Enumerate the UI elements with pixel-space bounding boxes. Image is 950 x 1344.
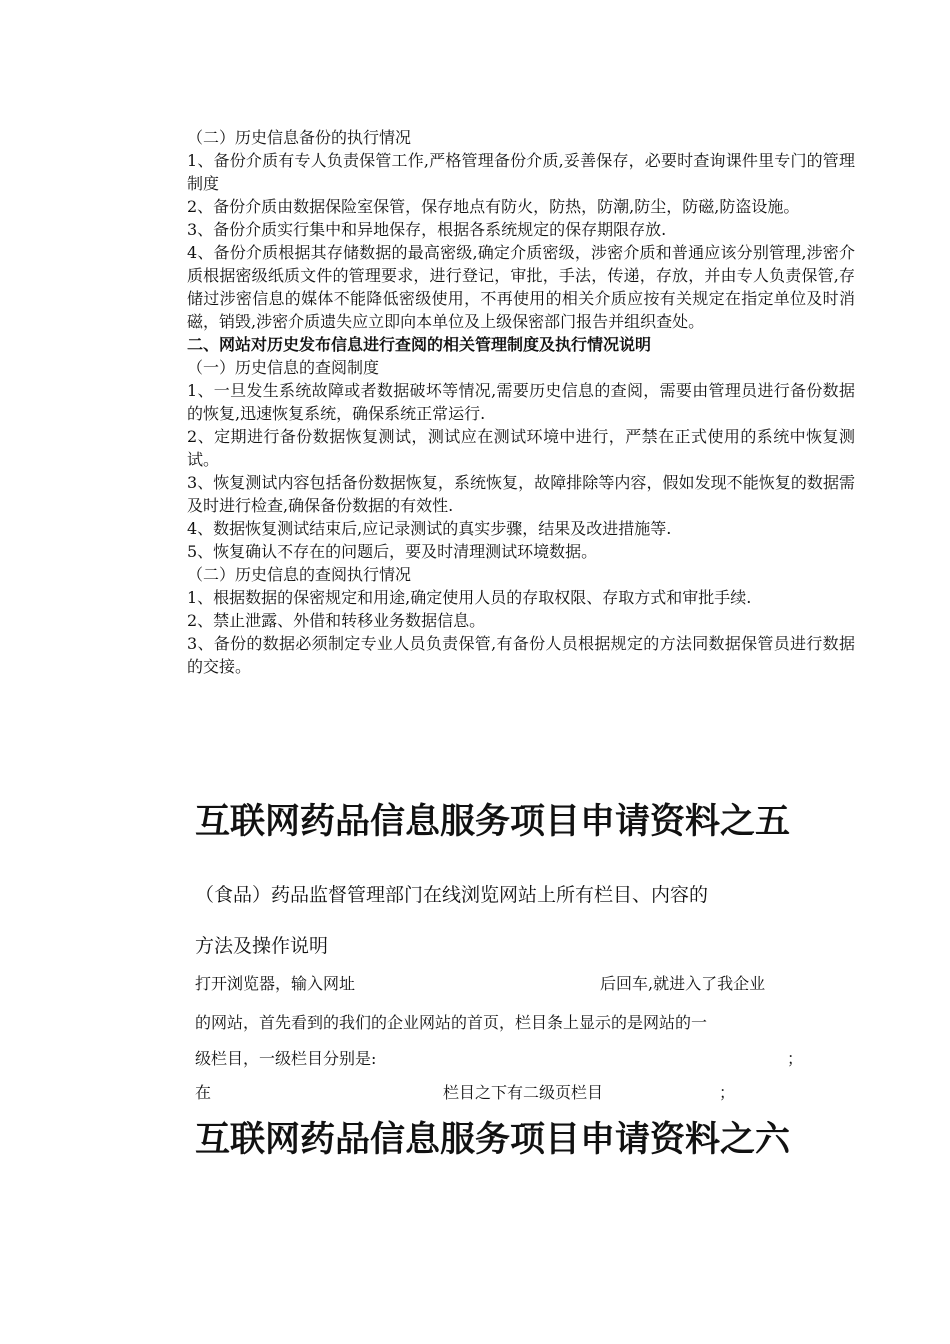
section-heading-review: 二、网站对历史发布信息进行查阅的相关管理制度及执行情况说明 xyxy=(187,335,652,354)
paragraph-item: 4、备份介质根据其存储数据的最高密级,确定介质密级，涉密介质和普通应该分别管理,涉密介质根据密级纸质文件的管理要求，进行登记，审批，手法，传递，存放，并由专人负责保管,存储过涉密信息的媒体不能降低密级使用，不再使用的相关介质应按有关规定在指定单位及时消磁，销毁,涉密介质遗失应立即向本单位及上级保密部门报告并组织查处。 xyxy=(187,243,855,331)
paragraph-item: 3、备份的数据必须制定专业人员负责保管,有备份人员根据规定的方法同数据保管员进行数据的交接。 xyxy=(187,634,855,676)
instructions-line-3-start: 打开浏览器，输入网址 xyxy=(195,974,356,993)
instructions-line-3 xyxy=(195,971,815,993)
instructions-line-4: 的网站，首先看到的我们的企业网站的首页，栏目条上显示的是网站的一 xyxy=(195,1013,708,1032)
instructions-line-3-end: 后回车,就进入了我企业 xyxy=(600,974,766,993)
instructions-line-6-middle: 栏目之下有二级页栏目 xyxy=(443,1083,604,1102)
subheading-backup-execution: （二）历史信息备份的执行情况 xyxy=(187,128,412,147)
instructions-line-5-end: ； xyxy=(787,1049,804,1068)
instructions-line-6 xyxy=(195,1080,815,1102)
paragraph-item: 1、一旦发生系统故障或者数据破坏等情况,需要历史信息的查阅，需要由管理员进行备份数据的恢复,迅速恢复系统，确保系统正常运行. xyxy=(187,381,855,423)
paragraph-item: 2、备份介质由数据保险室保管，保存地点有防火，防热，防潮,防尘，防磁,防盗设施。 xyxy=(187,197,800,216)
paragraph-item: 3、备份介质实行集中和异地保存，根据各系统规定的保存期限存放. xyxy=(187,220,667,239)
paragraph-item: 2、禁止泄露、外借和转移业务数据信息。 xyxy=(187,611,486,630)
heading-material-five: 互联网药品信息服务项目申请资料之五 xyxy=(195,801,791,842)
subheading-review-policy: （一）历史信息的查阅制度 xyxy=(187,358,380,377)
paragraph-item: 2、定期进行备份数据恢复测试，测试应在测试环境中进行，严禁在正式使用的系统中恢复测试。 xyxy=(187,427,855,469)
instructions-line-5-start: 级栏目，一级栏目分别是: xyxy=(195,1049,377,1068)
instructions-line-6-end: ； xyxy=(719,1083,736,1102)
instructions-line-2: 方法及操作说明 xyxy=(195,935,329,957)
instructions-line-6-start: 在 xyxy=(195,1083,212,1102)
heading-material-six: 互联网药品信息服务项目申请资料之六 xyxy=(195,1119,791,1160)
paragraph-item: 1、根据数据的保密规定和用途,确定使用人员的存取权限、存取方式和审批手续. xyxy=(187,588,752,607)
instructions-line-5 xyxy=(195,1046,815,1068)
subheading-review-execution: （二）历史信息的查阅执行情况 xyxy=(187,565,412,584)
paragraph-item: 5、恢复确认不存在的问题后，要及时清理测试环境数据。 xyxy=(187,542,598,561)
paragraph-item: 1、备份介质有专人负责保管工作,严格管理备份介质,妥善保存，必要时查询课件里专门的管理制度 xyxy=(187,151,855,193)
instructions-line-1: （食品）药品监督管理部门在线浏览网站上所有栏目、内容的 xyxy=(195,884,709,906)
history-backup-section xyxy=(187,126,855,678)
paragraph-item: 4、数据恢复测试结束后,应记录测试的真实步骤，结果及改进措施等. xyxy=(187,519,672,538)
paragraph-item: 3、恢复测试内容包括备份数据恢复，系统恢复，故障排除等内容，假如发现不能恢复的数据需及时进行检查,确保备份数据的有效性. xyxy=(187,473,855,515)
